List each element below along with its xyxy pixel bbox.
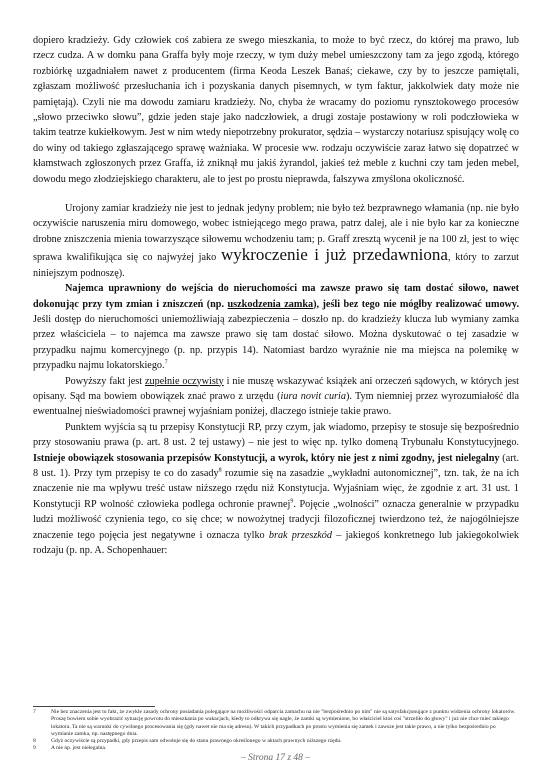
paragraph-5-d: . Pojęcie „wolności” oznacza generalnie w przypadku ludzi możliwość czynienia tego, co się chce; w nowożytnej tradycji filozoficznej twierdzono też, że najogólniejsze znaczenie tego pojęcia jest negatywne i oznacza tylko [33, 498, 520, 541]
footnote-text: Nie bez znaczenia jest tu fakt, że zwykle zasady ochrony posiadania polegające na możliwości odparcia zamachu na nie "bezpośrednio po nim" nie są satysfakcjonujące z punktu widzenia ochrony lokatorów. Proszę bowiem sobie wyobrazić sytuację powrotu do mieszkania po wakacjach, kiedy to odkrywa się nagle, że zamki są wymienione, bo właściciel ktoś coś "strzeliło do głowy" i już nie chce mieć takiego lokatora. Ta nie są warunki do cywilnego procesowania się (gdy nawet nie ma się adresu). W takich przypadkach po prostu wymienia się zamek i zawsze jest takie prawo, a nie tylko bezpośrednio po wymianie zamka, np. następnego dnia. [51, 709, 516, 737]
footnote-text: A nie np. jest nielegalna. [51, 745, 107, 752]
footnote-7 [33, 709, 519, 738]
paragraph-2-end: , który to zarzut niniejszym podnoszę). [33, 252, 519, 279]
footnote-number: 9 [33, 745, 36, 752]
paragraph-5-b: (art. 8 ust. 1). Przy tym przepisy te co do zasady [33, 452, 519, 479]
footnote-number: 8 [33, 738, 36, 745]
footnote-divider [33, 706, 155, 707]
latin-phrase: iura novit curia [280, 390, 346, 402]
footnote-ref-7[interactable]: 7 [164, 359, 168, 366]
bold-underlined-phrase: uszkodzenia zamka [227, 298, 314, 310]
underlined-phrase: zupełnie oczywisty [145, 375, 224, 387]
paragraph-4-a: Powyższy fakt jest [65, 375, 145, 387]
paragraph-5-c: rozumie się na zasadzie „wykładni autonomicznej”, tzn. tak, że na ich znaczenie nie ma wpływu treść ustaw niższego rzędu niż Konstytucja. Wyjaśniam więc, że zgodnie z art. 31 ust. 1 Konstytucji RP wolność człowieka podlega ochronie prawnej [33, 467, 519, 510]
paragraph-5-a: Punktem wyjścia są tu przepisy Konstytucji RP, przy czym, jak wiadomo, przepisy te stosuje się bezpośrednio przy stosowaniu prawa (p. art. 8 ust. 2 tej ustawy) – nie jest to więc np. tylko domeną Trybunału Konstytucyjnego. [33, 421, 519, 449]
paragraph-3 [33, 281, 519, 373]
footnotes [33, 709, 519, 753]
footnote-ref-8[interactable]: 8 [218, 467, 222, 474]
footnote-9 [33, 745, 519, 752]
document-body [33, 33, 519, 558]
paragraph-2-text: Urojony zamiar kradzieży nie jest to jednak jedyny problem; nie było też bezprawnego włamania (np. nie było oczywiście naruszenia miru domowego, wobec istniejącego mego prawa, patrz dalej, ale i nie było kar za konieczne drobne zniszczenia mienia towarzyszące siłowemu wchodzeniu tam; p. Graff zresztą wycenił je na 100 zł, jest to więc sprawa kwalifikująca się co najwyżej jako [33, 203, 519, 264]
bold-thesis-2: ), jeśli bez tego nie mógłby realizować umowy. [313, 298, 519, 310]
bold-thesis-1: Najemca uprawniony do wejścia do nieruchomości ma zawsze prawo się tam dostać siłowo, nawet dokonując przy tym zmian i zniszczeń (np. [33, 283, 519, 310]
paragraph-3-text: Jeśli dostęp do nieruchomości uniemożliwiają zabezpieczenia – doszło np. do kradzieży klucza lub wymiany zamka przez właściciela – to najemca ma zawsze prawo się tam dostać siłowo. Można dyskutować o tej zasadzie w przypadku najmu komercyjnego (p. np. przypis 14). Natomiast bardzo wyraźnie nie ma miejsca na polemikę w przypadku najmu lokatorskiego. [33, 313, 519, 372]
paragraph-5-e: – jakiegoś konkretnego lub jakiegokolwiek rodzaju (p. np. A. Schopenhauer: [33, 529, 520, 556]
paragraph-4 [33, 374, 519, 420]
italic-phrase: brak przeszkód [268, 529, 332, 541]
paragraph-1: dopiero kradzieży. Gdy człowiek coś zabiera ze swego mieszkania, to może to być rzecz, do której ma prawo, lub rzecz cudza. A w domku pana Graffa były moje rzeczy, w tym duży mebel umieszczony tam za jego zgodą, którego rozbiórkę uzgadniałem nawet z producentem (firma Keoda Leszek Banaś; ciekawe, czy by to jeszcze pamiętali, zgłaszam możliwość przesłuchania ich i pozyskania danych pisemnych, w tym faktur, jakkolwiek daty może nie pamiętają). Czyli nie ma dowodu zamiaru kradzieży. No, chyba że wracamy do poziomu rynsztokowego procesów „słowo przeciwko słowu”, gdzie jeden staje jako nadczłowiek, a drugi zostaje postawiony w roli podczłowieka w takim teatrze kukiełkowym. Jest w nim wtedy niepotrzebny prokurator, sędzia – wystarczy notariusz spisujący wolę co do winy od takiego zgłaszającego sprawę ważniaka. W procesie ww. rodzaju oczywiście zaraz łatwo się dopatrzeć w kłamstwach zgłoszonych przez Graffa, iż zniknął mu jakiś żyrandol, jakieś też meble z kuchni czy tam jeden mebel, dowodu mego złodziejskiego charakteru, ale to jest po prostu nieprawda, fałszywa zmyślona okoliczność. [33, 35, 519, 185]
footnote-text: Gdyż oczywiście są przypadki, gdy przepis sam odwołuje się do stanu prawnego określonego w aktach prawnych niższego rzędu. [51, 738, 342, 745]
footnote-number: 7 [33, 709, 36, 715]
bold-statement: Istnieje obowiązek stosowania przepisów Konstytucji, a wyrok, który nie jest z nimi zgodny, jest nielegalny [33, 452, 500, 464]
paragraph-5 [33, 420, 519, 559]
paragraph-2 [33, 201, 519, 281]
page-number: – Strona 17 z 48 – [240, 753, 311, 763]
paragraph-4-b: i nie muszę wskazywać książek ani orzeczeń sądowych, w których jest opisany. Sąd ma bowiem obowiązek znać prawo z urzędu ( [33, 375, 519, 402]
footnote-ref-9[interactable]: 9 [290, 498, 294, 505]
footnote-8 [33, 738, 519, 745]
paragraph-4-c: ). Tym niemniej przez wyrozumiałość dla ewentualnej nieświadomości prawnej wyjaśniam poniżej, dlaczego istnieje takie prawo. [33, 390, 519, 418]
emphasized-phrase: wykroczenie i już przedawniona [220, 245, 448, 265]
